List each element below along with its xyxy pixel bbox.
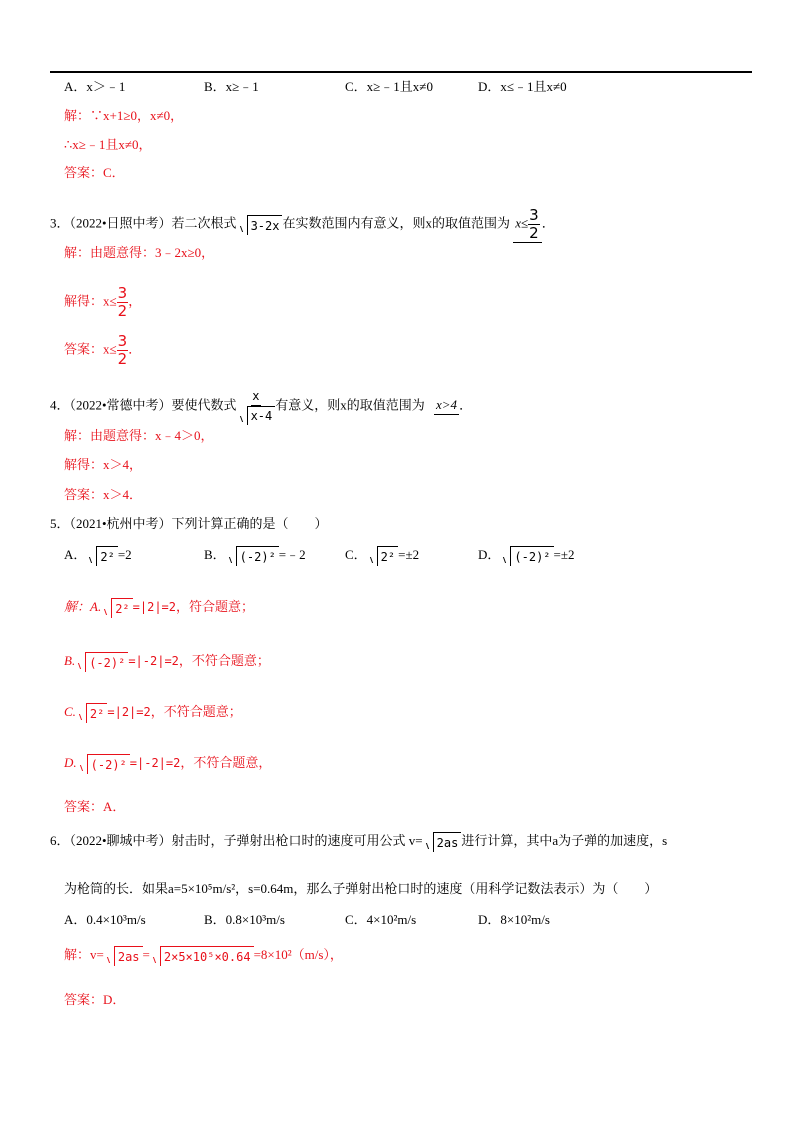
q6-sol-radical-1 (104, 946, 143, 966)
q5-sol-a-expr: =|2|=2 (132, 600, 177, 614)
q5-sol-a-radical (101, 598, 132, 618)
q3-blank (513, 207, 541, 243)
q3-ans-frac-den: 2 (117, 350, 128, 368)
q5-sol-c-radical (76, 703, 107, 723)
q3-stem-end: ． (541, 215, 555, 231)
q4-frac-den-radicand: x-4 (247, 406, 276, 425)
q6-stem-b: 进行计算，其中a为子弹的加速度，s (461, 833, 668, 848)
q5-option-c-radicand: 2² (377, 546, 398, 566)
q4-blank (434, 396, 459, 415)
q5-sol-d-note: ，不符合题意， (180, 755, 272, 770)
q3-answer-fraction (117, 333, 129, 368)
q5-sol-a-radicand: 2² (111, 598, 132, 618)
q4-stem-end: ． (459, 397, 473, 413)
q2-option-c: C．x≥﹣1且x≠0 (345, 79, 433, 94)
q3-blank-fraction (528, 207, 540, 242)
q3-solution-2-end: ， (128, 293, 142, 309)
q5-option-c-result: =±2 (398, 547, 420, 562)
q5-option-d-label: D． (478, 547, 501, 562)
q3-sol-frac-den: 2 (117, 302, 128, 320)
q5-option-b-label: B． (204, 547, 226, 562)
q4-solution-line-2: 解得：x＞4， (64, 457, 143, 472)
q5-solution-c (64, 703, 242, 723)
q3-solution-2-prefix: 解得：x≤ (64, 293, 117, 309)
q6-sol-eq: = (142, 947, 150, 962)
q5-sol-b-radical (75, 652, 128, 672)
q5-option-c-label: C． (345, 547, 367, 562)
q5-sol-a-note: ，符合题意； (176, 599, 255, 614)
q5-sol-b-label: B. (64, 653, 76, 668)
q4-fraction (237, 388, 276, 425)
q3-answer (64, 333, 141, 368)
q6-sol-radical-2 (150, 946, 254, 966)
q5-solution-a (64, 598, 254, 618)
q5-option-a-label: A． (64, 547, 87, 562)
q5-sol-d-radicand: (-2)² (87, 754, 130, 774)
q3-solution-fraction (117, 285, 129, 320)
q3-blank-frac-den: 2 (529, 224, 539, 242)
q6-option-d: D．8×10²m/s (478, 912, 550, 927)
q5-option-c-radical (367, 546, 398, 566)
q3-sol-frac-num: 3 (117, 284, 128, 302)
q3-stem (50, 207, 555, 243)
q3-solution-line-1: 解：由题意得：3﹣2x≥0， (64, 245, 215, 260)
q6-sol-radicand-1: 2as (114, 946, 143, 966)
q5-option-d-result: =±2 (553, 547, 575, 562)
q2-option-b: B．x≥﹣1 (204, 79, 259, 94)
q6-stem-line-2: 为枪筒的长．如果a=5×10⁵m/s²，s=0.64m，那么子弹射出枪口时的速度（用科学记数法表示）为（ ） (64, 881, 658, 896)
q3-answer-end: ． (128, 341, 142, 357)
q5-sol-d-label: D. (64, 755, 77, 770)
q3-blank-x: x≤ (515, 215, 529, 231)
q5-solution-b (64, 652, 270, 672)
q2-solution-line-2: ∴x≥﹣1且x≠0， (64, 137, 152, 152)
q4-frac-num: x (251, 388, 260, 406)
q6-sol-radicand-2: 2×5×10⁵×0.64 (160, 946, 254, 966)
q5-sol-c-expr: =|2|=2 (107, 705, 151, 719)
q5-options-row (0, 546, 800, 570)
q5-option-a-radical (86, 546, 117, 566)
header-rule (50, 71, 752, 73)
q2-option-a: A．x＞﹣1 (64, 79, 126, 94)
q5-option-b-radicand: (-2)² (236, 546, 279, 566)
q5-option-d-radicand: (-2)² (510, 546, 553, 566)
q5-sol-d-radical (77, 754, 130, 774)
q3-radicand: 3-2x (247, 215, 283, 235)
q3-stem-prefix: 3．（2022•日照中考）若二次根式 (50, 215, 237, 231)
q6-option-c: C．4×10²m/s (345, 912, 417, 927)
q2-option-d: D．x≤﹣1且x≠0 (478, 79, 567, 94)
q5-sol-c-note: ，不符合题意； (150, 704, 242, 719)
q3-radical (237, 215, 283, 235)
q4-stem-prefix: 4．（2022•常德中考）要使代数式 (50, 397, 237, 413)
q5-option-c (345, 546, 419, 566)
q5-sol-b-radicand: (-2)² (85, 652, 128, 672)
q3-blank-frac-num: 3 (529, 206, 539, 224)
q5-option-a-radicand: 2² (96, 546, 117, 566)
q6-stem-radical (423, 832, 462, 852)
q3-stem-middle: 在实数范围内有意义，则x的取值范围为 (282, 215, 510, 231)
q4-solution-line-1: 解：由题意得：x﹣4＞0， (64, 428, 214, 443)
q6-stem-line-1 (50, 832, 667, 852)
q6-answer: 答案：D． (64, 992, 126, 1007)
q5-solution-d (64, 754, 271, 774)
q6-sol-label: 解：v= (64, 947, 104, 962)
q3-solution-line-2 (64, 285, 141, 320)
q4-answer-row (64, 486, 142, 504)
q4-answer: 答案：x＞4． (64, 487, 143, 502)
q5-option-a-result: =2 (117, 547, 132, 562)
q5-option-b (204, 546, 306, 566)
q6-solution (64, 946, 343, 966)
q5-stem: 5．（2021•杭州中考）下列计算正确的是（ ） (50, 516, 328, 531)
q5-sol-c-label: C. (64, 704, 76, 719)
q4-stem (50, 388, 472, 425)
q6-sol-result: =8×10²（m/s）， (253, 947, 343, 962)
q5-option-b-result: =﹣2 (278, 547, 306, 562)
q5-sol-a-label: 解：A. (64, 599, 102, 614)
q4-stem-middle: 有意义，则x的取值范围为 (275, 397, 425, 413)
q4-blank-value: x>4 (436, 397, 458, 413)
q5-option-d (478, 546, 574, 566)
q6-option-a: A．0.4×10³m/s (64, 912, 146, 927)
q3-ans-frac-num: 3 (117, 332, 128, 350)
q5-answer: 答案：A． (64, 799, 126, 814)
q2-answer: 答案：C． (64, 165, 125, 180)
q5-option-b-radical (226, 546, 279, 566)
q6-stem-a: 6．（2022•聊城中考）射击时，子弹射出枪口时的速度可用公式 v= (50, 833, 423, 848)
q6-stem-radicand: 2as (433, 832, 462, 852)
q3-answer-prefix: 答案：x≤ (64, 341, 117, 357)
q5-option-d-radical (500, 546, 553, 566)
q6-option-b: B．0.8×10³m/s (204, 912, 285, 927)
q5-option-a (64, 546, 132, 566)
q4-frac-den-radical (237, 406, 276, 425)
q2-solution-line-1: 解：∵x+1≥0，x≠0， (64, 108, 184, 123)
q5-sol-b-note: ，不符合题意； (178, 653, 270, 668)
q5-sol-c-radicand: 2² (86, 703, 107, 723)
q5-sol-b-expr: =|-2|=2 (128, 654, 179, 668)
q5-sol-d-expr: =|-2|=2 (129, 756, 181, 770)
